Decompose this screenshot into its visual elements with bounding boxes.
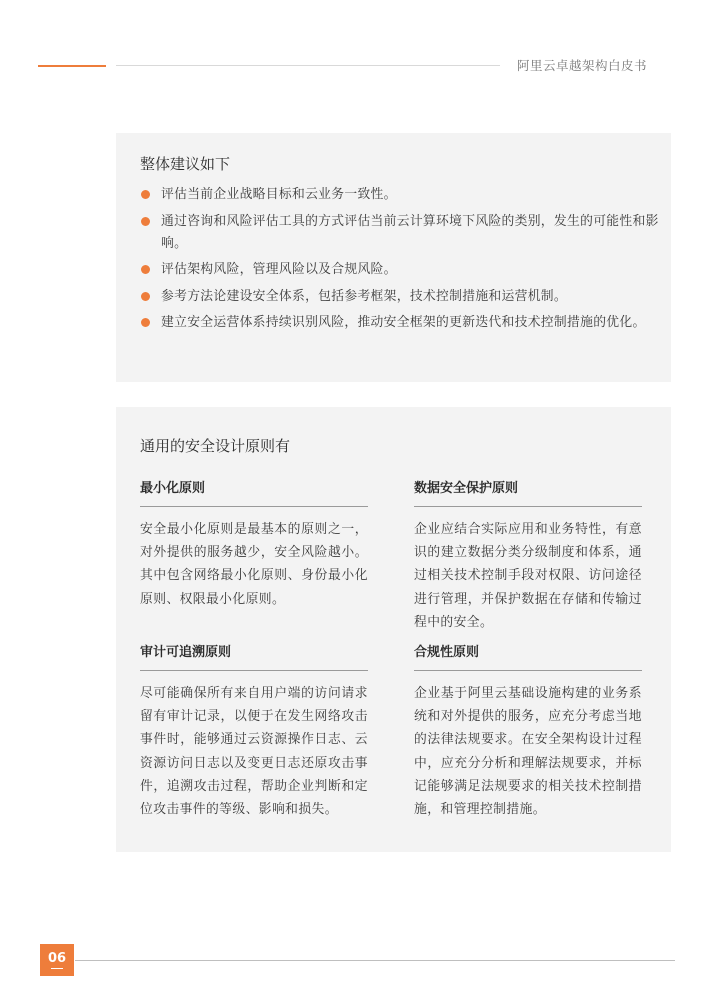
principle-divider: [414, 670, 642, 671]
recommendation-list: [140, 184, 665, 339]
page-number-underline: [51, 968, 63, 969]
list-item: [140, 184, 665, 206]
principle-audit-traceability: [140, 643, 368, 821]
bullet-dot-icon: [141, 190, 150, 199]
principle-text: 企业应结合实际应用和业务特性，有意识的建立数据分类分级制度和体系，通过相关技术控制手段对权限、访问途径进行管理，并保护数据在存储和传输过程中的安全。: [414, 522, 642, 630]
principle-text: 尽可能确保所有来自用户端的访问请求留有审计记录，以便于在发生网络攻击事件时，能够通过云资源操作日志、云资源访问日志以及变更日志还原攻击事件，追溯攻击过程，帮助企业判断和定位攻击事件的等级、影响和损失。: [140, 686, 368, 818]
list-item-text: 评估架构风险，管理风险以及合规风险。: [161, 262, 397, 277]
security-principles-box: [116, 407, 671, 852]
page-number-badge: [40, 944, 74, 976]
list-item: [140, 286, 665, 308]
list-item: [140, 211, 665, 255]
list-item: [140, 259, 665, 281]
principle-title: 数据安全保护原则: [414, 481, 519, 496]
principle-divider: [414, 506, 642, 507]
list-item: [140, 312, 665, 334]
overall-heading: 整体建议如下: [140, 155, 231, 173]
bullet-dot-icon: [141, 318, 150, 327]
principle-minimization: [140, 479, 368, 611]
header-accent-line: [38, 65, 106, 67]
page-number: 06: [47, 951, 67, 966]
list-item-text: 评估当前企业战略目标和云业务一致性。: [161, 187, 397, 202]
principle-divider: [140, 670, 368, 671]
principle-compliance: [414, 643, 642, 821]
principle-text: 安全最小化原则是最基本的原则之一，对外提供的服务越少，安全风险越小。其中包含网络最小化原则、身份最小化原则、权限最小化原则。: [140, 522, 368, 607]
principles-heading: 通用的安全设计原则有: [140, 437, 291, 455]
principle-title: 合规性原则: [414, 645, 480, 660]
overall-recommendations-box: [116, 133, 671, 382]
principle-title: 审计可追溯原则: [140, 645, 232, 660]
principle-divider: [140, 506, 368, 507]
list-item-text: 参考方法论建设安全体系，包括参考框架，技术控制措施和运营机制。: [161, 288, 568, 304]
header-title: 阿里云卓越架构白皮书: [517, 58, 648, 73]
bullet-dot-icon: [141, 292, 150, 301]
principle-text: 企业基于阿里云基础设施构建的业务系统和对外提供的服务，应充分考虑当地的法律法规要求。在安全架构设计过程中，应充分分析和理解法规要求，并标记能够满足法规要求的相关技术控制措施，和管理控制措施。: [414, 686, 642, 818]
list-item-text: 通过咨询和风险评估工具的方式评估当前云计算环境下风险的类别，发生的可能性和影响。: [161, 213, 659, 251]
footer-divider-line: [75, 960, 675, 961]
bullet-dot-icon: [141, 265, 150, 274]
principle-data-protection: [414, 479, 642, 634]
bullet-dot-icon: [141, 217, 150, 226]
header-divider-line: [116, 65, 500, 66]
principle-title: 最小化原则: [140, 481, 206, 496]
list-item-text: 建立安全运营体系持续识别风险，推动安全框架的更新迭代和技术控制措施的优化。: [161, 315, 646, 330]
